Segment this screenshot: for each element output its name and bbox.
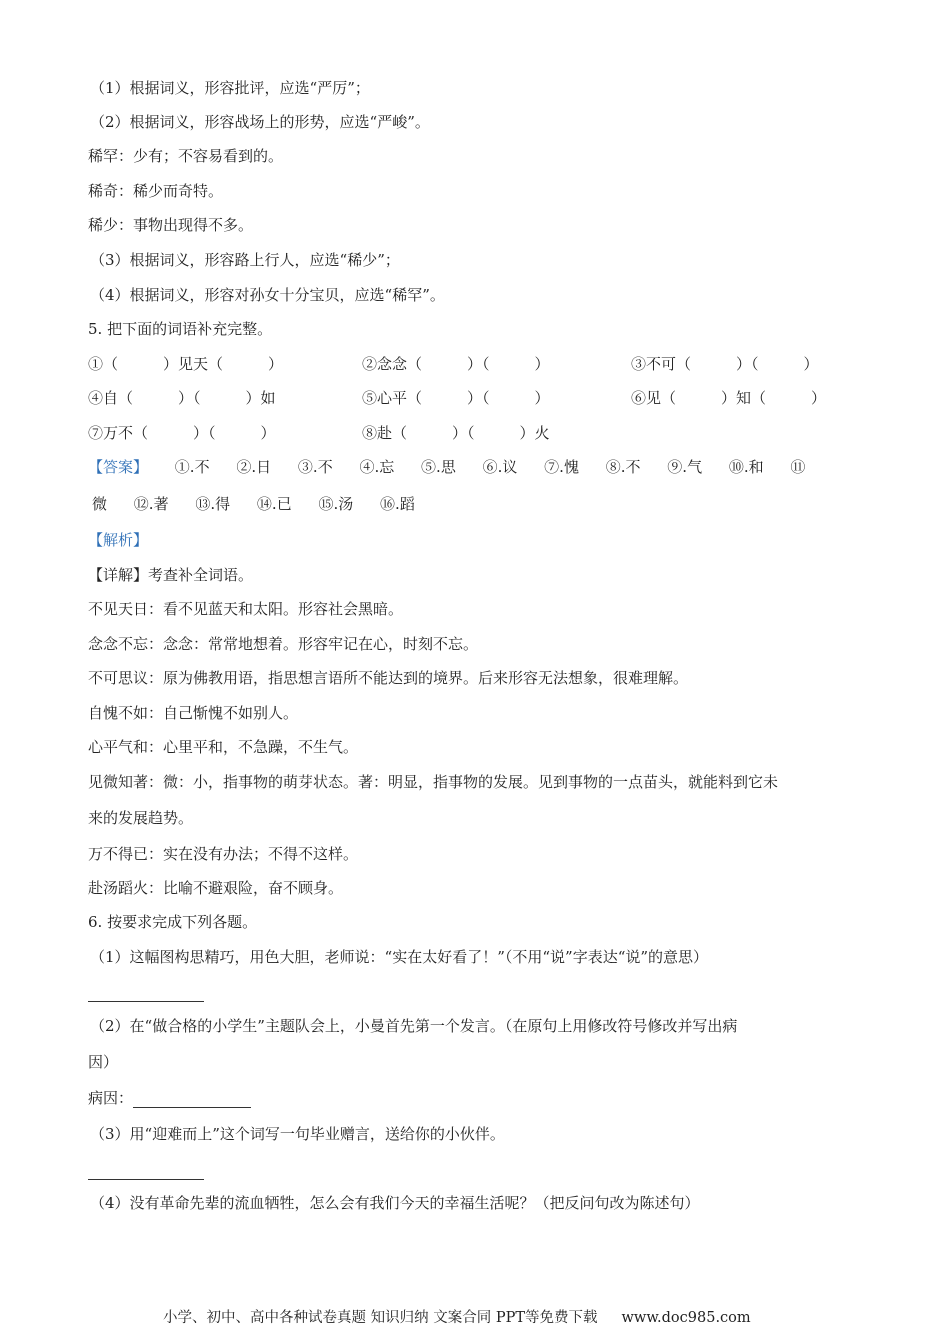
text-line: （4）根据词义，形容对孙女十分宝贝，应选“稀罕”。 bbox=[90, 286, 445, 304]
text-line: 稀少：事物出现得不多。 bbox=[88, 216, 254, 234]
footer-url[interactable]: www.doc985.com bbox=[621, 1310, 751, 1326]
explanation-line: 心平气和：心里平和，不急躁，不生气。 bbox=[88, 738, 359, 756]
answer-blank bbox=[88, 1160, 204, 1180]
answer-item: ⑦.愧 bbox=[544, 458, 579, 476]
explanation-line: 来的发展趋势。 bbox=[88, 809, 194, 827]
sub-question: （3）用“迎难而上”这个词写一句毕业赠言，送给你的小伙伴。 bbox=[90, 1125, 505, 1143]
text-line: （3）根据词义，形容路上行人，应选“稀少”； bbox=[90, 251, 400, 269]
answer-item: ②.日 bbox=[236, 458, 272, 476]
explanation-line: 赴汤蹈火：比喻不避艰险，奋不顾身。 bbox=[88, 879, 344, 897]
answer-item: ⑨.气 bbox=[667, 458, 703, 476]
fill-blank-item: ⑤心平（ ）（ ） bbox=[362, 389, 550, 407]
detail-heading: 【详解】考查补全词语。 bbox=[88, 566, 254, 584]
page-footer bbox=[163, 1306, 751, 1327]
explanation-line: 万不得已：实在没有办法；不得不这样。 bbox=[88, 845, 359, 863]
answer-row bbox=[88, 457, 827, 477]
answer-blank bbox=[88, 982, 204, 1002]
fill-blank-item: ④自（ ）（ ）如 bbox=[88, 389, 276, 407]
answer-item: ⑧.不 bbox=[605, 458, 641, 476]
fill-blank-item: ⑥见（ ）知（ ） bbox=[631, 389, 827, 407]
answer-item: 微 bbox=[92, 495, 108, 513]
sub-question: （4）没有革命先辈的流血牺牲，怎么会有我们今天的幸福生活呢？（把反问句改为陈述句） bbox=[90, 1194, 700, 1212]
text-line: 稀罕：少有；不容易看到的。 bbox=[88, 147, 284, 165]
explanation-line: 不见天日：看不见蓝天和太阳。形容社会黑暗。 bbox=[88, 600, 404, 618]
answer-item: ①.不 bbox=[174, 458, 210, 476]
fill-blank-item: ①（ ）见天（ ） bbox=[88, 355, 284, 373]
answer-blank bbox=[133, 1093, 251, 1108]
question-5-title: 5. 把下面的词语补充完整。 bbox=[88, 320, 273, 338]
analysis-label: 【解析】 bbox=[88, 531, 149, 549]
cause-line bbox=[88, 1088, 251, 1108]
sub-question: （2）在“做合格的小学生”主题队会上，小曼首先第一个发言。（在原句上用修改符号修改并写出病 bbox=[90, 1017, 738, 1035]
explanation-line: 念念不忘：念念：常常地想着。形容牢记在心，时刻不忘。 bbox=[88, 635, 479, 653]
cause-label: 病因： bbox=[88, 1089, 134, 1107]
text-line: 稀奇：稀少而奇特。 bbox=[88, 182, 224, 200]
fill-blank-item: ③不可（ ）（ ） bbox=[631, 355, 819, 373]
explanation-line: 见微知著：微：小，指事物的萌芽状态。著：明显，指事物的发展。见到事物的一点苗头，就能料到它未 bbox=[88, 773, 779, 791]
text-line: （2）根据词义，形容战场上的形势，应选“严峻”。 bbox=[90, 113, 430, 131]
sub-question: 因） bbox=[88, 1053, 119, 1071]
answer-item: ⑭.已 bbox=[256, 495, 292, 513]
question-6-title: 6. 按要求完成下列各题。 bbox=[88, 913, 258, 931]
fill-blank-item: ⑧赴（ ）（ ）火 bbox=[362, 424, 550, 442]
answer-item: ⑯.蹈 bbox=[380, 495, 415, 513]
answer-label: 【答案】 bbox=[88, 458, 149, 476]
text-line: （1）根据词义，形容批评，应选“严厉”； bbox=[90, 79, 370, 97]
answer-item: ⑫.著 bbox=[133, 495, 169, 513]
answer-item: ⑮.汤 bbox=[318, 495, 354, 513]
answer-item: ④.忘 bbox=[359, 458, 395, 476]
sub-question: （1）这幅图构思精巧，用色大胆，老师说：“实在太好看了！”（不用“说”字表达“说”的意思） bbox=[90, 948, 709, 966]
explanation-line: 不可思议：原为佛教用语，指思想言语所不能达到的境界。后来形容无法想象，很难理解。 bbox=[88, 669, 689, 687]
answer-row bbox=[92, 494, 437, 514]
footer-text: 小学、初中、高中各种试卷真题 知识归纳 文案合同 PPT等免费下载 bbox=[163, 1310, 598, 1326]
answer-item: ③.不 bbox=[297, 458, 333, 476]
explanation-line: 自愧不如：自己惭愧不如别人。 bbox=[88, 704, 299, 722]
answer-item: ⑥.议 bbox=[482, 458, 518, 476]
answer-item: ⑪ bbox=[790, 458, 806, 476]
fill-blank-item: ②念念（ ）（ ） bbox=[362, 355, 550, 373]
fill-blank-item: ⑦万不（ ）（ ） bbox=[88, 424, 276, 442]
answer-item: ⑩.和 bbox=[728, 458, 764, 476]
answer-item: ⑤.思 bbox=[421, 458, 456, 476]
answer-item: ⑬.得 bbox=[195, 495, 231, 513]
